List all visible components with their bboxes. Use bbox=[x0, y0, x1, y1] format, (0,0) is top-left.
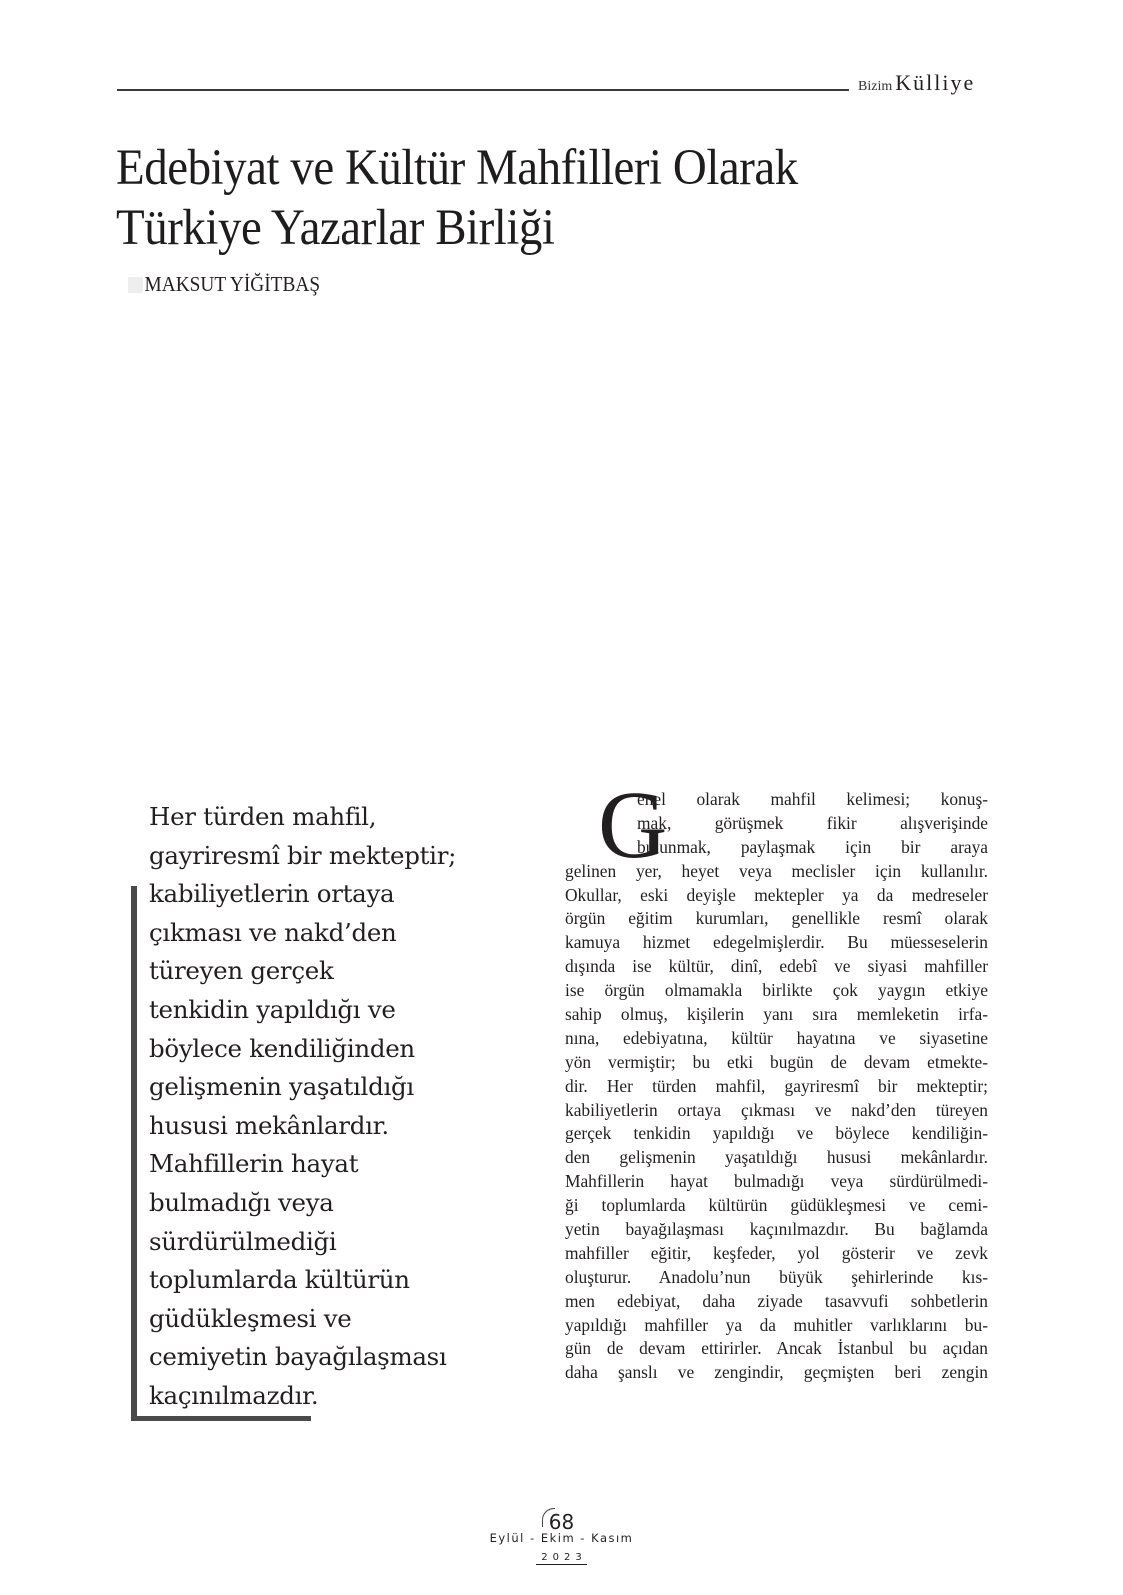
title-line: Türkiye Yazarlar Birliği bbox=[116, 200, 555, 256]
pullquote-line: tenkidin yapıldığı ve bbox=[149, 994, 396, 1024]
arc-ornament-icon bbox=[542, 1508, 555, 1527]
body-line: gelinen yer, heyet veya meclisler için kullanılır. bbox=[565, 860, 988, 881]
body-line: dışında ise kültür, dinî, edebî ve siyasi mahfiller bbox=[565, 956, 988, 977]
body-line: yapıldığı mahfiller ya da muhitler varlıklarını bu- bbox=[565, 1314, 988, 1335]
author-marker-icon bbox=[128, 277, 143, 293]
issue-year: 2023 bbox=[536, 1552, 586, 1565]
pullquote-line: gayriresmî bir mekteptir; bbox=[149, 840, 457, 870]
body-line: Okullar, eski deyişle mektepler ya da medreseler bbox=[565, 884, 988, 905]
body-line: bulunmak, paylaşmak için bir araya bbox=[637, 836, 988, 857]
brand-large-text: Külliye bbox=[895, 70, 976, 95]
page-footer bbox=[0, 1512, 1123, 1565]
body-line: nına, edebiyatına, kültür hayatına ve siyasetine bbox=[565, 1027, 988, 1048]
pullquote-line: bulmadığı veya bbox=[149, 1187, 334, 1217]
body-line: mahfiller eğitir, keşfeder, yol gösterir ve zevk bbox=[565, 1242, 988, 1263]
body-line: men edebiyat, daha ziyade tasavvufi sohbetlerin bbox=[565, 1290, 988, 1311]
drop-cap: G bbox=[598, 771, 668, 878]
body-line: Mahfillerin hayat bulmadığı veya sürdürülmedi- bbox=[565, 1171, 988, 1192]
page-number-text: 68 bbox=[548, 1510, 575, 1534]
body-line: oluşturur. Anadolu’nun büyük şehirlerinde kıs- bbox=[565, 1266, 988, 1287]
body-line: enel olarak mahfil kelimesi; konuş- bbox=[637, 789, 988, 809]
article-title bbox=[116, 138, 798, 258]
pullquote bbox=[149, 798, 519, 1416]
pullquote-line: sürdürülmediği bbox=[149, 1226, 337, 1256]
pullquote-line: Mahfillerin hayat bbox=[149, 1149, 359, 1179]
pullquote-underline bbox=[131, 1416, 311, 1421]
header-rule bbox=[117, 89, 849, 91]
pullquote-line: böylece kendiliğinden bbox=[149, 1033, 415, 1063]
body-line: ise örgün olmamakla birlikte çok yaygın etkiye bbox=[565, 980, 988, 1001]
author-name: MAKSUT YİĞİTBAŞ bbox=[144, 272, 321, 296]
page-number bbox=[549, 1512, 574, 1532]
brand-small-text: Bizim bbox=[858, 79, 893, 94]
body-line: gün de devam ettirirler. Ancak İstanbul bu açıdan bbox=[565, 1338, 988, 1359]
body-line: sahip olmuş, kişilerin yanı sıra memleketin irfa- bbox=[565, 1004, 988, 1025]
pullquote-line: hususi mekânlardır. bbox=[149, 1110, 389, 1140]
body-line: gerçek tenkidin yapıldığı ve böylece kendiliğin- bbox=[565, 1123, 988, 1144]
pullquote-line: toplumlarda kültürün bbox=[149, 1265, 410, 1295]
author-byline bbox=[128, 272, 320, 297]
body-line: yön vermiştir; bu etki bugün de devam etmekte- bbox=[565, 1051, 988, 1072]
body-line: mak, görüşmek fikir alışverişinde bbox=[637, 812, 988, 833]
pullquote-line: cemiyetin bayağılaşması bbox=[149, 1342, 447, 1372]
pullquote-line: Her türden mahfil, bbox=[149, 802, 377, 831]
body-line: dir. Her türden mahfil, gayriresmî bir mekteptir; bbox=[565, 1075, 988, 1096]
pullquote-bar bbox=[131, 886, 137, 1420]
pullquote-line: türeyen gerçek bbox=[149, 956, 334, 986]
issue-months: Eylül - Ekim - Kasım bbox=[489, 1531, 634, 1545]
body-text bbox=[565, 788, 988, 1385]
body-line: kabiliyetlerin ortaya çıkması ve nakd’den türeyen bbox=[565, 1099, 988, 1120]
pullquote-line: çıkması ve nakd’den bbox=[149, 917, 397, 947]
body-line: den gelişmenin yaşatıldığı hususi mekânlardır. bbox=[565, 1147, 988, 1168]
pullquote-line: gelişmenin yaşatıldığı bbox=[149, 1072, 414, 1102]
body-line: örgün eğitim kurumları, genellikle resmî olarak bbox=[565, 908, 988, 929]
body-line: yetin bayağılaşması kaçınılmazdır. Bu bağlamda bbox=[565, 1219, 988, 1240]
magazine-brand bbox=[858, 70, 975, 96]
title-line: Edebiyat ve Kültür Mahfilleri Olarak bbox=[116, 140, 798, 196]
body-line: kamuya hizmet edegelmişlerdir. Bu müesseselerin bbox=[565, 932, 988, 953]
pullquote-line: kabiliyetlerin ortaya bbox=[149, 879, 395, 909]
pullquote-line: kaçınılmazdır. bbox=[149, 1380, 319, 1410]
body-line: ği toplumlarda kültürün güdükleşmesi ve cemi- bbox=[565, 1195, 988, 1216]
body-line: daha şanslı ve zengindir, geçmişten beri zengin bbox=[565, 1362, 988, 1383]
pullquote-line: güdükleşmesi ve bbox=[149, 1303, 352, 1333]
